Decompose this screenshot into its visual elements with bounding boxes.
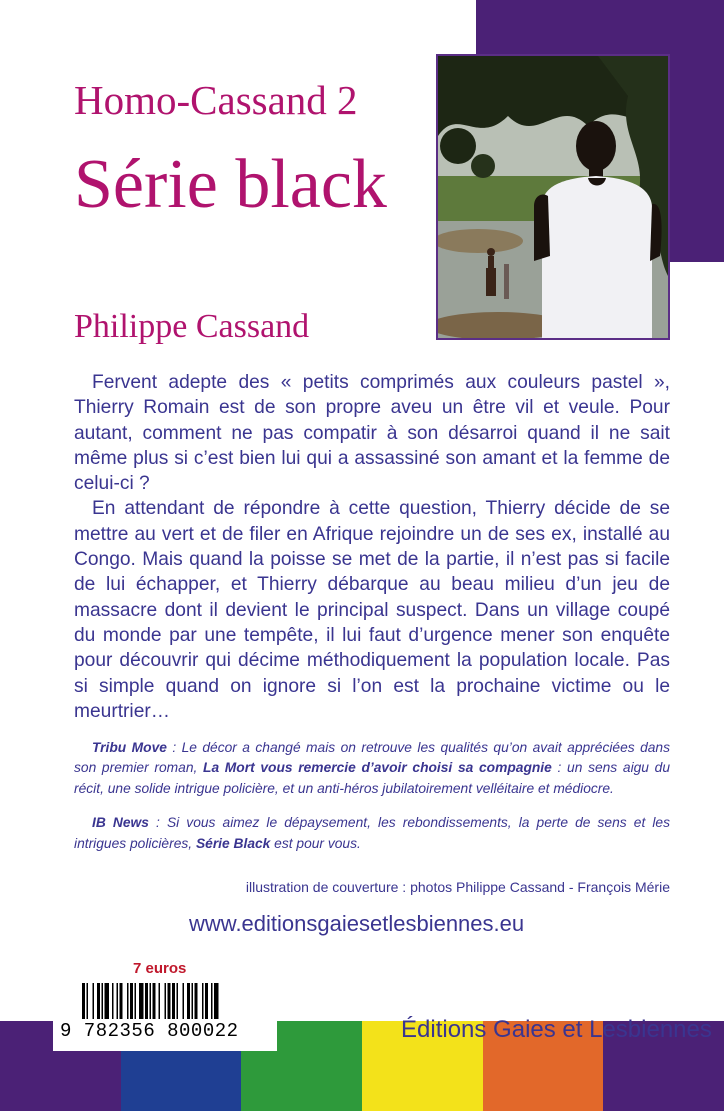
cover-photo: [436, 54, 670, 340]
price-label: 7 euros: [133, 960, 187, 977]
publisher-name: Éditions Gaies et Lesbiennes: [401, 1016, 712, 1043]
review-text: : Le décor a changé mais on retrouve les qualités qu’on avait appréciées dans son premier roman,: [74, 740, 670, 776]
review-tribu-move: [74, 738, 670, 799]
review-emphasis: La Mort vous remercie d’avoir choisi sa compagnie: [203, 760, 552, 776]
book-title: Série black: [74, 146, 387, 223]
back-cover-blurb: [74, 370, 670, 724]
publisher-website: www.editionsgaiesetlesbiennes.eu: [189, 911, 525, 936]
isbn-digits: 9 782356 800022: [60, 1020, 239, 1042]
review-ib-news: [74, 813, 670, 854]
review-text: est pour vous.: [270, 835, 361, 851]
series-title: Homo-Cassand 2: [74, 77, 358, 123]
review-text: : Si vous aimez le dépaysement, les rebondissements, la perte de sens et les intrigues policières,: [74, 815, 670, 851]
review-source: Tribu Move: [92, 740, 167, 755]
barcode-icon: [80, 983, 270, 1019]
illustration-credit: illustration de couverture : photos Philippe Cassand - François Mérie: [245, 879, 670, 895]
press-reviews: [74, 738, 670, 854]
author-name: Philippe Cassand: [74, 308, 310, 345]
blurb-paragraph-2: En attendant de répondre à cette question, Thierry décide de se mettre au vert et de filer en Afrique rejoindre un de ses ex, installé au Congo. Mais quand la poisse se met de la partie, il n’est pas si facile de lui échapper, et Thierry débarque au beau milieu d’un jeu de massacre dont il devient le principal suspect. Dans un village coupé du monde par une tempête, il lui faut d’urgence mener son enquête pour découvrir qui décime méthodiquement la population locale. Pas si simple quand on ignore si l’on est la prochaine victime ou le meurtrier…: [74, 498, 670, 722]
review-emphasis: Série Black: [195, 835, 271, 851]
blurb-paragraph-1: Fervent adepte des « petits comprimés aux couleurs pastel », Thierry Romain est de son propre aveu un être vil et veule. Pour autant, comment ne pas compatir à son désarroi quand il ne sait même plus si c’est bien lui qui a assassiné son amant et la femme de celui-ci ?: [74, 372, 670, 495]
review-text: : un sens aigu du récit, une solide intrigue policière, et un anti-héros jubilatoirement velléitaire et médiocre.: [74, 760, 671, 796]
review-source: IB News: [92, 815, 149, 831]
